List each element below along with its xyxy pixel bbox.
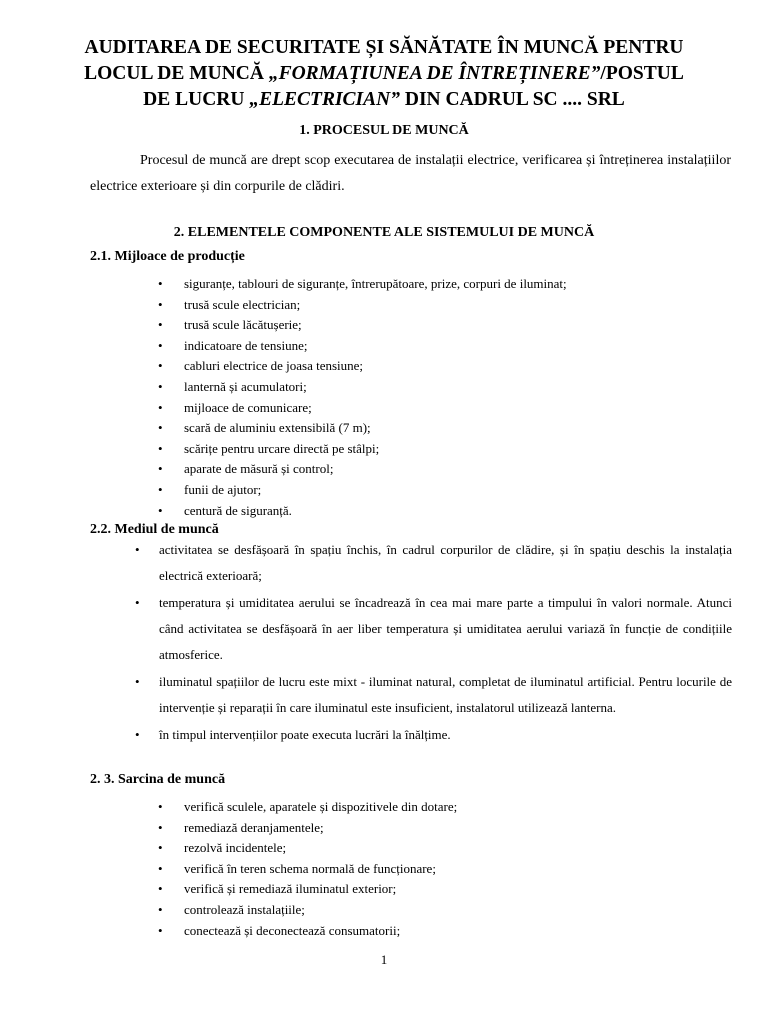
list-item: • verifică în teren schema normală de funcționare; (184, 859, 734, 880)
section-1-paragraph: Procesul de muncă are drept scop executarea de instalații electrice, verificarea și întreținerea instalațiilor electrice exterioare și din corpurile de clădiri. (90, 153, 731, 194)
bullet-icon: • (158, 481, 163, 497)
section-2-heading: 2. ELEMENTELE COMPONENTE ALE SISTEMULUI DE MUNCĂ (173, 225, 595, 240)
list-item: • scară de aluminiu extensibilă (7 m); (184, 418, 734, 439)
production-means-list (158, 274, 734, 521)
subsection-2-3-heading: 2. 3. Sarcina de muncă (90, 772, 226, 787)
work-tasks-list (158, 797, 734, 941)
list-item: • trusă scule electrician; (184, 295, 734, 316)
title-line-1: AUDITAREA DE SECURITATE ȘI SĂNĂTATE ÎN MUNCĂ PENTRU (84, 37, 684, 58)
list-item: • verifică și remediază iluminatul exterior; (184, 879, 734, 900)
list-item: • scărițe pentru urcare directă pe stâlpi; (184, 439, 734, 460)
list-item: • iluminatul spațiilor de lucru este mixt - iluminat natural, completat de iluminatul artificial. Pentru locurile de intervenție și reparații în care iluminatul este insuficient, instalatorul utilizează lanterna. (159, 669, 732, 721)
bullet-icon: • (135, 674, 140, 689)
list-item: • verifică sculele, aparatele și dispozitivele din dotare; (184, 797, 734, 818)
document-title (60, 35, 708, 113)
list-item: • rezolvă incidentele; (184, 838, 734, 859)
bullet-icon: • (158, 901, 163, 917)
bullet-icon: • (158, 399, 163, 415)
section-1-heading: 1. PROCESUL DE MUNCĂ (299, 123, 469, 138)
list-item: • temperatura și umiditatea aerului se încadrează în cea mai mare parte a timpului în valori normale. Atunci când activitatea se desfășoară în aer liber temperatura și umiditatea aerului variază în funcție de condițiile atmosferice. (159, 590, 732, 668)
title-line-3c: DIN CADRUL SC .... SRL (399, 89, 625, 110)
bullet-icon: • (158, 276, 163, 291)
list-item: • activitatea se desfășoară în spațiu închis, în cadrul corpurilor de clădire, și în spațiu deschis la instalația electrică exterioară; (159, 537, 732, 589)
bullet-icon: • (158, 840, 163, 856)
bullet-icon: • (158, 420, 163, 436)
list-item: • indicatoare de tensiune; (184, 336, 734, 357)
list-item: • trusă scule lăcătușerie; (184, 315, 734, 336)
bullet-icon: • (158, 440, 163, 456)
list-item: • mijloace de comunicare; (184, 398, 734, 419)
bullet-icon: • (158, 358, 163, 374)
list-item: • controlează instalațiile; (184, 900, 734, 921)
list-item: • centură de siguranță. (184, 501, 734, 522)
bullet-icon: • (158, 296, 163, 312)
title-line-2c: /POSTUL (600, 63, 684, 84)
title-line-3a: DE LUCRU (143, 89, 250, 110)
title-line-2a: LOCUL DE MUNCĂ (84, 63, 269, 84)
work-environment-list (135, 537, 732, 749)
bullet-icon: • (135, 595, 140, 610)
subsection-2-2-heading: 2.2. Mediul de muncă (90, 522, 219, 537)
list-item: • cabluri electrice de joasa tensiune; (184, 356, 734, 377)
bullet-icon: • (158, 337, 163, 353)
bullet-icon: • (158, 881, 163, 897)
list-item: • în timpul intervențiilor poate executa lucrări la înălțime. (159, 722, 732, 748)
bullet-icon: • (135, 727, 140, 742)
subsection-2-1-heading: 2.1. Mijloace de producție (90, 249, 245, 264)
bullet-icon: • (135, 542, 140, 557)
list-item: • aparate de măsură și control; (184, 459, 734, 480)
bullet-icon: • (158, 317, 163, 333)
page-number: 1 (380, 952, 388, 967)
list-item: • funii de ajutor; (184, 480, 734, 501)
title-line-2b: „FORMAȚIUNEA DE ÎNTREȚINERE” (268, 63, 601, 84)
list-item: • remediază deranjamentele; (184, 818, 734, 839)
bullet-icon: • (158, 378, 163, 394)
bullet-icon: • (158, 860, 163, 876)
title-line-3b: „ELECTRICIAN” (249, 89, 400, 110)
list-item: • siguranțe, tablouri de siguranțe, întrerupătoare, prize, corpuri de iluminat; (184, 274, 734, 295)
bullet-icon: • (158, 799, 163, 814)
bullet-icon: • (158, 502, 163, 518)
bullet-icon: • (158, 819, 163, 835)
bullet-icon: • (158, 922, 163, 938)
bullet-icon: • (158, 461, 163, 477)
list-item: • conectează și deconectează consumatorii; (184, 921, 734, 942)
list-item: • lanternă și acumulatori; (184, 377, 734, 398)
